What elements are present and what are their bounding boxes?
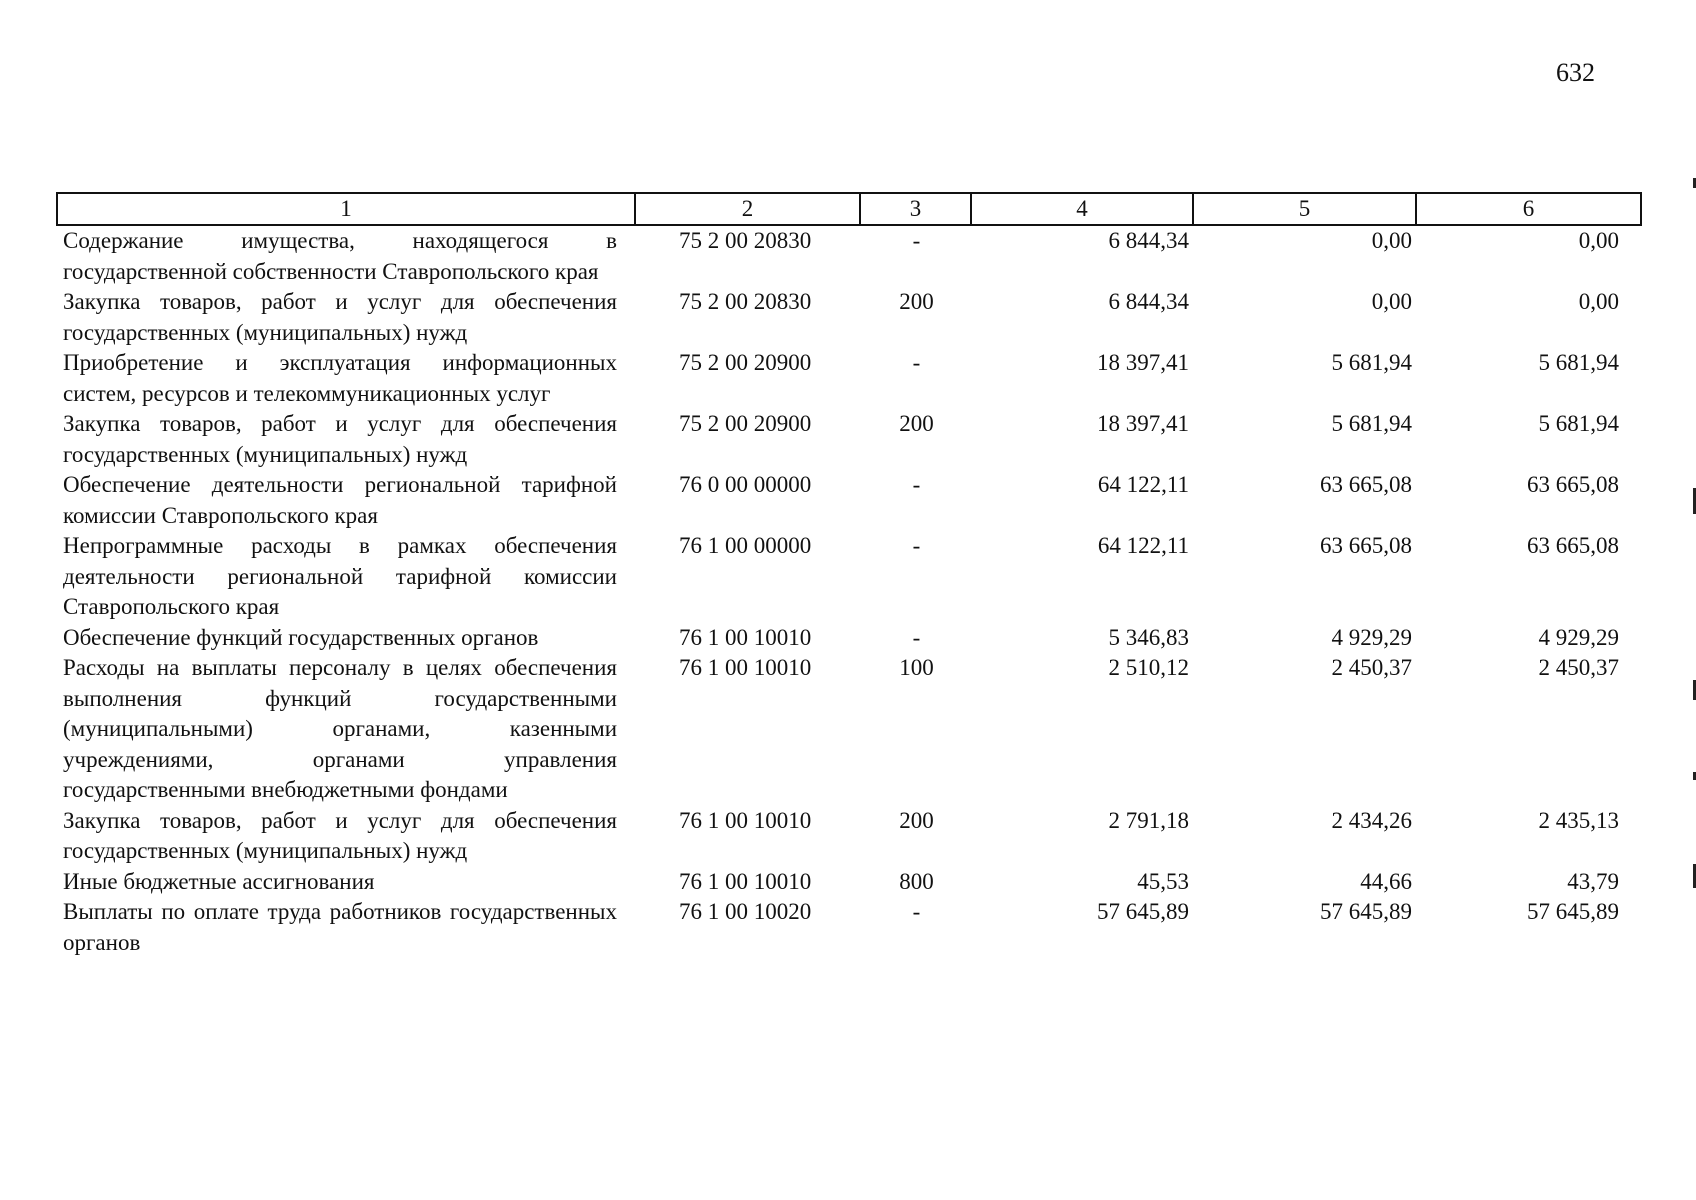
amount-col-4: 64 122,11 (1097, 533, 1189, 558)
amount-col-6: 63 665,08 (1527, 533, 1619, 558)
table-body (57, 225, 1641, 958)
target-article-code: 76 1 00 10010 (679, 868, 812, 894)
amount-col-5: 2 434,26 (1331, 807, 1412, 833)
target-article-code: 75 2 00 20830 (679, 228, 812, 253)
expense-type-code: - (912, 533, 921, 558)
expense-type-code: - (912, 472, 921, 497)
expense-type-code: 200 (899, 807, 934, 833)
header-row (57, 193, 1641, 225)
expense-name: Закупка товаров, работ и услуг для обеспечения государственных (муниципальных) нужд (63, 289, 617, 345)
table-row (57, 531, 1641, 623)
amount-col-4: 18 397,41 (1097, 411, 1189, 436)
expense-type-code: 200 (899, 411, 934, 436)
amount-col-5: 0,00 (1371, 228, 1412, 253)
table-row (57, 287, 1641, 348)
target-article-code: 75 2 00 20830 (679, 289, 812, 314)
amount-col-5: 5 681,94 (1331, 411, 1412, 436)
page-number: 632 (1556, 58, 1595, 87)
amount-col-5: 44,66 (1360, 868, 1412, 894)
table-row (57, 623, 1641, 654)
table-row (57, 806, 1641, 867)
amount-col-5: 63 665,08 (1320, 533, 1412, 558)
amount-col-4: 5 346,83 (1108, 624, 1189, 650)
expense-name: Иные бюджетные ассигнования (63, 868, 375, 894)
table-row (57, 470, 1641, 531)
amount-col-6: 43,79 (1567, 868, 1619, 894)
column-header: 3 (860, 193, 971, 225)
column-header: 2 (635, 193, 860, 225)
expense-name: Расходы на выплаты персоналу в целях обеспечения выполнения функций государственными (муниципальными) органами, казенными учреждениями, органами управления государственными внебюджетными фондами (63, 655, 617, 802)
target-article-code: 75 2 00 20900 (679, 350, 812, 375)
amount-col-5: 63 665,08 (1320, 472, 1412, 497)
amount-col-6: 2 435,13 (1538, 807, 1619, 833)
expense-name: Обеспечение деятельности региональной тарифной комиссии Ставропольского края (63, 472, 617, 528)
amount-col-4: 18 397,41 (1097, 350, 1189, 375)
budget-table (56, 192, 1642, 958)
expense-name: Непрограммные расходы в рамках обеспечения деятельности региональной тарифной комиссии Ставропольского края (63, 533, 617, 619)
amount-col-4: 45,53 (1137, 868, 1189, 894)
amount-col-5: 4 929,29 (1331, 624, 1412, 650)
amount-col-6: 0,00 (1578, 228, 1619, 253)
table-row (57, 409, 1641, 470)
amount-col-6: 4 929,29 (1538, 624, 1619, 650)
column-header: 5 (1193, 193, 1416, 225)
amount-col-4: 6 844,34 (1108, 228, 1189, 253)
table-row (57, 348, 1641, 409)
amount-col-5: 57 645,89 (1320, 899, 1412, 924)
amount-col-4: 64 122,11 (1097, 472, 1189, 497)
target-article-code: 75 2 00 20900 (679, 411, 812, 436)
expense-name: Закупка товаров, работ и услуг для обеспечения государственных (муниципальных) нужд (63, 411, 617, 467)
table-row (57, 225, 1641, 287)
expense-type-code: - (912, 350, 921, 375)
expense-type-code: - (912, 228, 921, 253)
expense-name: Обеспечение функций государственных органов (63, 624, 539, 650)
amount-col-6: 2 450,37 (1538, 655, 1619, 680)
column-header: 6 (1416, 193, 1641, 225)
amount-col-6: 63 665,08 (1527, 472, 1619, 497)
amount-col-4: 57 645,89 (1097, 899, 1189, 924)
column-header: 4 (971, 193, 1193, 225)
column-header: 1 (57, 193, 635, 225)
target-article-code: 76 1 00 10020 (679, 899, 812, 924)
amount-col-6: 0,00 (1578, 289, 1619, 314)
amount-col-5: 5 681,94 (1331, 350, 1412, 375)
expense-type-code: 100 (899, 655, 934, 680)
table-row (57, 653, 1641, 806)
expense-name: Выплаты по оплате труда работников государственных органов (63, 899, 617, 955)
expense-name: Содержание имущества, находящегося в государственной собственности Ставропольского края (63, 228, 617, 284)
amount-col-6: 57 645,89 (1527, 899, 1619, 924)
amount-col-5: 0,00 (1371, 289, 1412, 314)
target-article-code: 76 1 00 10010 (679, 655, 812, 680)
expense-name: Приобретение и эксплуатация информационных систем, ресурсов и телекоммуникационных услуг (63, 350, 617, 406)
expense-type-code: 800 (899, 868, 934, 894)
amount-col-6: 5 681,94 (1538, 350, 1619, 375)
expense-type-code: 200 (899, 289, 934, 314)
expense-type-code: - (912, 899, 921, 924)
table-header (57, 193, 1641, 225)
target-article-code: 76 0 00 00000 (679, 472, 812, 497)
table-row (57, 897, 1641, 958)
amount-col-4: 2 510,12 (1108, 655, 1189, 680)
amount-col-5: 2 450,37 (1331, 655, 1412, 680)
amount-col-4: 6 844,34 (1108, 289, 1189, 314)
amount-col-4: 2 791,18 (1108, 807, 1189, 833)
amount-col-6: 5 681,94 (1538, 411, 1619, 436)
expense-name: Закупка товаров, работ и услуг для обеспечения государственных (муниципальных) нужд (63, 807, 617, 863)
expense-type-code: - (912, 624, 921, 650)
target-article-code: 76 1 00 00000 (679, 533, 812, 558)
table-row (57, 867, 1641, 898)
target-article-code: 76 1 00 10010 (679, 807, 812, 833)
target-article-code: 76 1 00 10010 (679, 624, 812, 650)
